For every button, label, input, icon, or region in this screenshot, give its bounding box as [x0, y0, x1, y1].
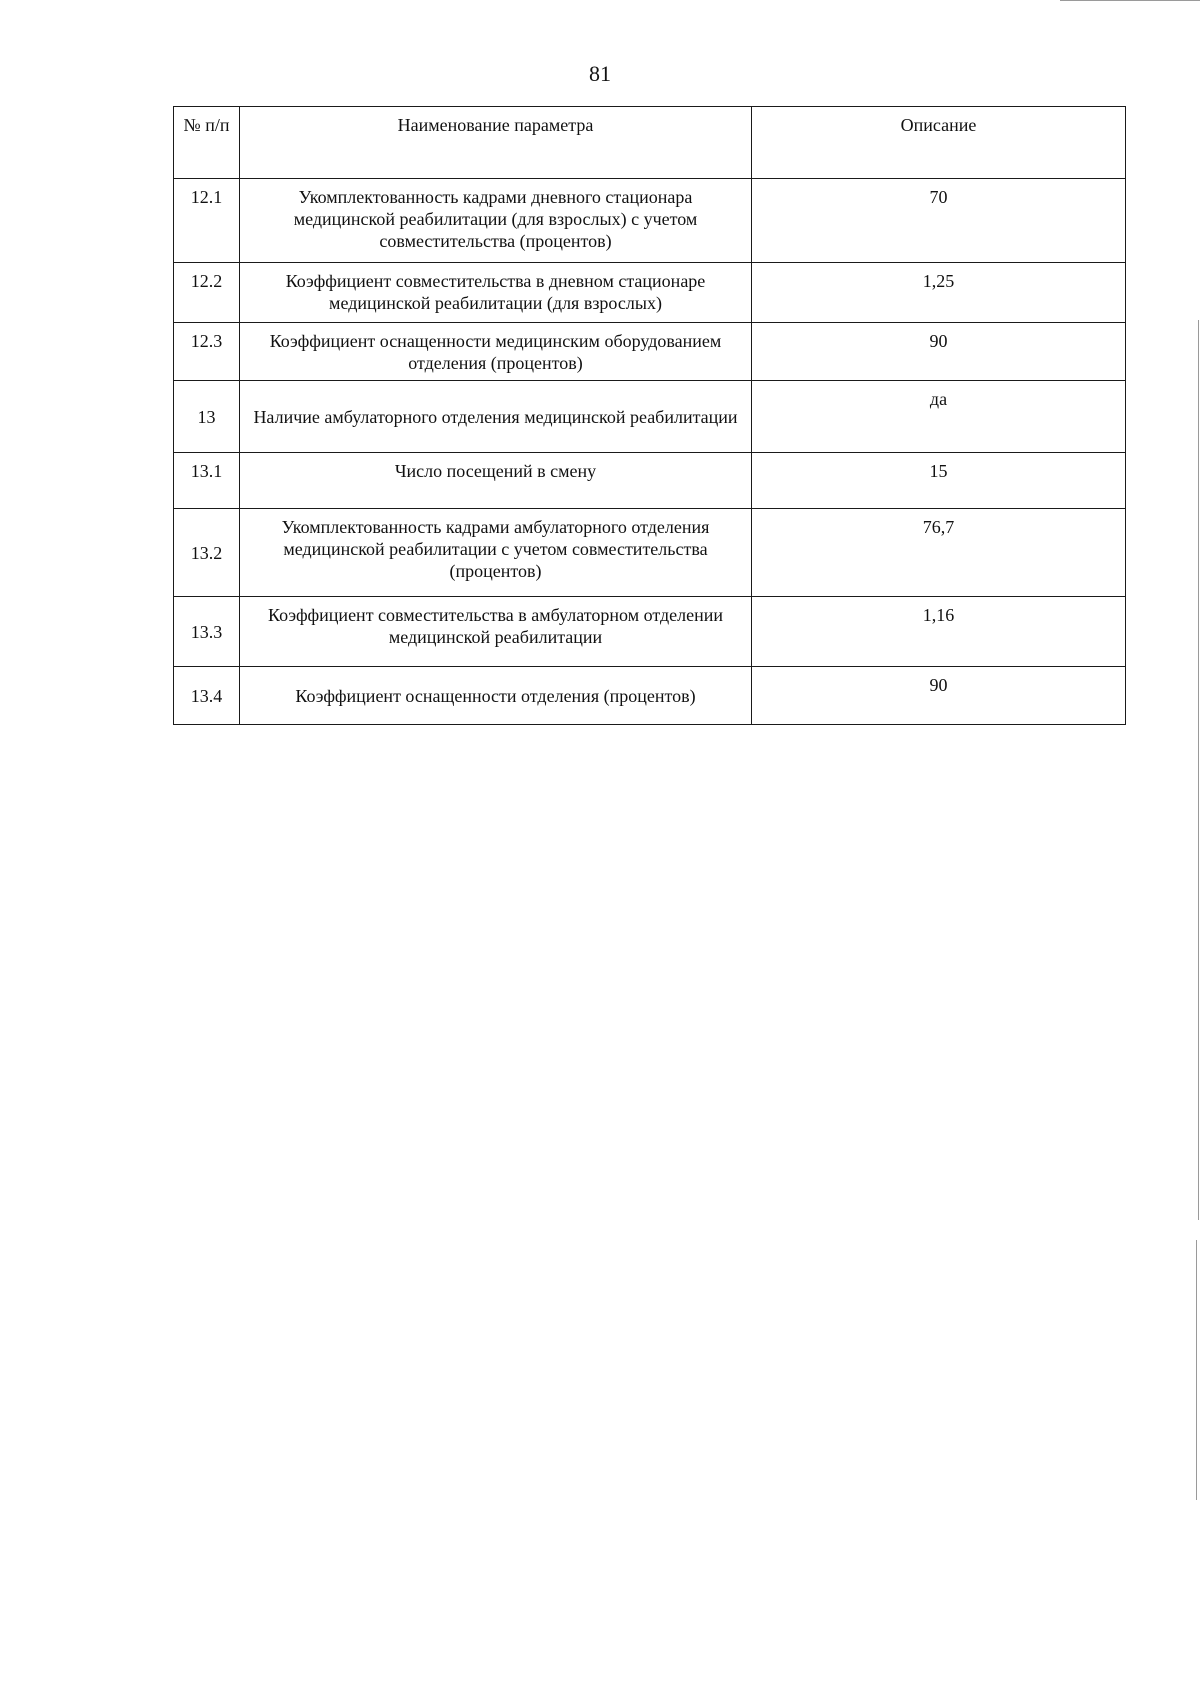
row-name: Коэффициент оснащенности медицинским оборудованием отделения (процентов): [240, 323, 752, 381]
row-number: 12.2: [174, 263, 240, 323]
row-description: 1,16: [752, 597, 1126, 667]
row-description: 76,7: [752, 509, 1126, 597]
row-description: да: [752, 381, 1126, 453]
row-name: Укомплектованность кадрами амбулаторного отделения медицинской реабилитации с учетом совместительства (процентов): [240, 509, 752, 597]
table-row: [174, 179, 1126, 263]
scan-top-line: [1060, 0, 1200, 1]
row-name: Коэффициент оснащенности отделения (процентов): [240, 667, 752, 725]
row-number: 13.3: [174, 597, 240, 667]
row-number: 12.3: [174, 323, 240, 381]
row-number: 12.1: [174, 179, 240, 263]
table-row: [174, 597, 1126, 667]
table-row: [174, 509, 1126, 597]
row-name: Укомплектованность кадрами дневного стационара медицинской реабилитации (для взрослых) с учетом совместительства (процентов): [240, 179, 752, 263]
row-number: 13: [174, 381, 240, 453]
scan-edge-line: [1196, 1240, 1197, 1500]
table-row: [174, 667, 1126, 725]
header-description: Описание: [752, 107, 1126, 179]
table-row: [174, 453, 1126, 509]
header-number: № п/п: [174, 107, 240, 179]
table-row: [174, 323, 1126, 381]
row-number: 13.1: [174, 453, 240, 509]
row-number: 13.4: [174, 667, 240, 725]
row-number: 13.2: [174, 509, 240, 597]
row-name: Число посещений в смену: [240, 453, 752, 509]
table-row: [174, 263, 1126, 323]
page-number: 81: [589, 61, 611, 86]
row-name: Коэффициент совместительства в дневном стационаре медицинской реабилитации (для взрослых): [240, 263, 752, 323]
row-name: Наличие амбулаторного отделения медицинской реабилитации: [240, 381, 752, 453]
row-description: 90: [752, 667, 1126, 725]
parameters-table: [173, 106, 1126, 725]
table-header-row: [174, 107, 1126, 179]
row-name: Коэффициент совместительства в амбулаторном отделении медицинской реабилитации: [240, 597, 752, 667]
row-description: 70: [752, 179, 1126, 263]
row-description: 90: [752, 323, 1126, 381]
scan-edge-line: [1198, 320, 1199, 1220]
table-row: [174, 381, 1126, 453]
row-description: 15: [752, 453, 1126, 509]
header-name: Наименование параметра: [240, 107, 752, 179]
row-description: 1,25: [752, 263, 1126, 323]
